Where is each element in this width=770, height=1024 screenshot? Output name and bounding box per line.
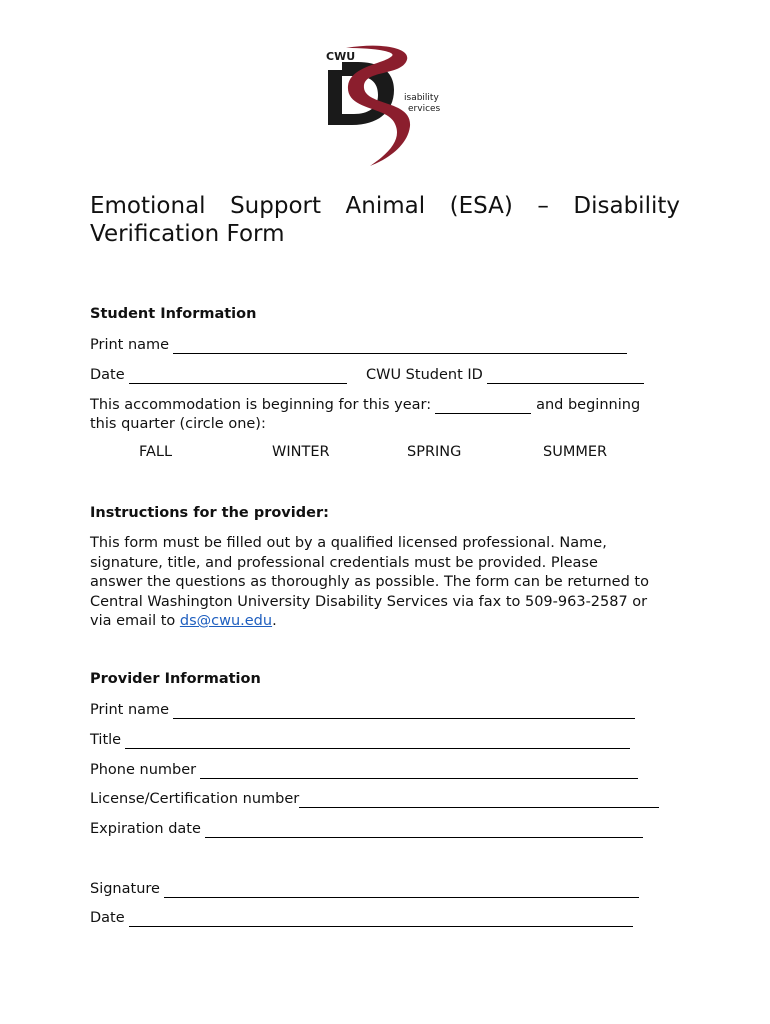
season-fall[interactable]: FALL [139, 444, 173, 460]
instructions-line: signature, title, and professional credentials must be provided. Please [90, 554, 598, 571]
provider-date-label: Date [90, 910, 125, 926]
provider-title-field[interactable] [125, 734, 630, 749]
provider-print-name-field[interactable] [173, 704, 635, 719]
accommodation-quarter-label: this quarter (circle one): [90, 416, 266, 432]
student-print-name-row [90, 336, 627, 354]
provider-phone-field[interactable] [200, 764, 638, 779]
logo-org-text: CWU [326, 50, 356, 63]
provider-title-label: Title [90, 732, 122, 748]
season-summer[interactable]: SUMMER [543, 444, 608, 460]
provider-license-field[interactable] [299, 793, 659, 808]
provider-title-row [90, 731, 630, 749]
student-print-name-label: Print name [90, 337, 170, 353]
provider-signature-field[interactable] [164, 883, 639, 898]
season-winter[interactable]: WINTER [272, 444, 330, 460]
provider-phone-label: Phone number [90, 762, 197, 778]
logo-line1-text: isability [404, 93, 439, 103]
cwu-disability-services-logo [322, 40, 452, 170]
student-id-label: CWU Student ID [366, 367, 483, 383]
instructions-heading: Instructions for the provider: [90, 505, 329, 521]
title-word: (ESA) [449, 193, 513, 219]
provider-print-name-row [90, 701, 635, 719]
provider-expiration-label: Expiration date [90, 821, 201, 837]
student-info-heading: Student Information [90, 306, 257, 322]
provider-date-field[interactable] [129, 912, 633, 927]
title-word: Animal [345, 193, 426, 219]
provider-info-heading: Provider Information [90, 671, 261, 687]
provider-print-name-label: Print name [90, 702, 170, 718]
title-line2: Verification Form [90, 221, 285, 247]
instructions-line: Central Washington University Disability Services via fax to 509-963-2587 or [90, 593, 648, 610]
student-date-label: Date [90, 367, 125, 383]
instructions-body [90, 534, 690, 632]
provider-license-row [90, 790, 659, 808]
accommodation-year-field[interactable] [435, 399, 531, 414]
provider-signature-label: Signature [90, 881, 160, 897]
student-id-row [366, 366, 644, 384]
instructions-line-last [90, 612, 690, 632]
accommodation-row [90, 396, 640, 414]
student-date-row [90, 366, 347, 384]
instructions-line: answer the questions as thoroughly as possible. The form can be returned to [90, 574, 649, 590]
title-word: Disability [573, 193, 680, 219]
student-date-field[interactable] [129, 369, 347, 384]
provider-expiration-field[interactable] [205, 823, 643, 838]
form-title [90, 192, 680, 248]
accommodation-beginning-label: and beginning [536, 397, 641, 413]
instructions-email-prefix: via email to [90, 613, 180, 629]
provider-expiration-row [90, 820, 643, 838]
email-link[interactable]: ds@cwu.edu [179, 613, 273, 629]
title-word: – [537, 193, 549, 219]
title-word: Support [230, 193, 321, 219]
provider-signature-row [90, 880, 639, 898]
student-print-name-field[interactable] [173, 339, 627, 354]
logo-line2-text: ervices [408, 104, 441, 114]
student-id-field[interactable] [487, 369, 644, 384]
instructions-line: This form must be filled out by a qualified licensed professional. Name, [90, 535, 607, 551]
provider-phone-row [90, 761, 638, 779]
provider-license-label: License/Certification number [90, 791, 300, 807]
instructions-email-suffix: . [272, 613, 277, 629]
accommodation-year-label: This accommodation is beginning for this year: [90, 397, 432, 413]
provider-date-row [90, 909, 633, 927]
season-spring[interactable]: SPRING [407, 444, 462, 460]
title-word: Emotional [90, 193, 206, 219]
